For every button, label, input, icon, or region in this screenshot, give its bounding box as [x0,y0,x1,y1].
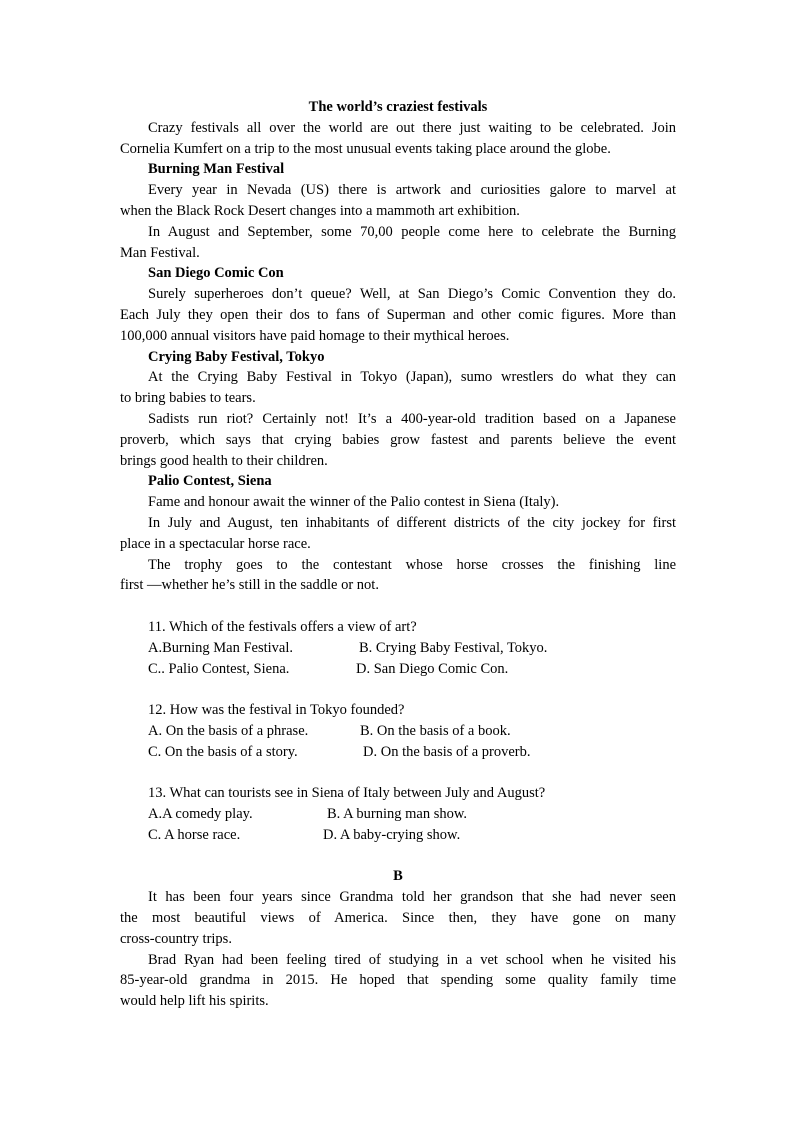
intro-line: Cornelia Kumfert on a trip to the most unusual events taking place around the globe. [120,140,611,157]
section-line: 100,000 annual visitors have paid homage to their mythical heroes. [120,327,510,344]
option-row [120,742,676,763]
option-b: B. On the basis of a book. [360,722,511,739]
section-line: to bring babies to tears. [120,390,256,407]
document-title: The world’s craziest festivals [308,99,488,115]
section-line: The trophy goes to the contestant whose horse crosses the finishing line [148,556,676,573]
section-line: Every year in Nevada (US) there is artwork and curiosities galore to marvel at [148,182,676,199]
option-a: A.A comedy play. [148,806,253,823]
section-line: Sadists run riot? Certainly not! It’s a 400-year-old tradition based on a Japanese [148,410,676,427]
section-b-line: 85-year-old grandma in 2015. He hoped that spending some quality family time [120,972,676,989]
section-b-line: would help lift his spirits. [120,993,269,1010]
option-c: C. On the basis of a story. [148,743,298,760]
option-row [120,825,676,846]
option-b: B. Crying Baby Festival, Tokyo. [359,639,548,656]
option-d: D. On the basis of a proverb. [363,743,531,760]
option-a: A.Burning Man Festival. [148,639,293,656]
section-b-line: the most beautiful views of America. Since then, they have gone on many [120,910,676,927]
section-heading: Burning Man Festival [148,161,285,178]
question-stem: 12. How was the festival in Tokyo founded? [148,702,405,719]
document-page [120,97,676,1012]
option-d: D. San Diego Comic Con. [356,660,509,677]
spacer [120,846,676,867]
section-line: At the Crying Baby Festival in Tokyo (Japan), sumo wrestlers do what they can [148,369,676,386]
option-b: B. A burning man show. [327,806,468,823]
option-c: C.. Palio Contest, Siena. [148,660,290,677]
option-a: A. On the basis of a phrase. [148,722,309,739]
option-row [120,659,676,680]
spacer [120,763,676,784]
section-b-line: It has been four years since Grandma told her grandson that she had never seen [148,889,676,906]
option-row [120,638,676,659]
option-row [120,804,676,825]
section-line: In August and September, some 70,00 people come here to celebrate the Burning [148,223,676,240]
section-line: Man Festival. [120,244,200,261]
section-line: Each July they open their dos to fans of Superman and other comic figures. More than [120,306,676,323]
section-line: In July and August, ten inhabitants of different districts of the city jockey for first [148,514,676,531]
section-line: place in a spectacular horse race. [120,535,311,552]
intro-line: Crazy festivals all over the world are out there just waiting to be celebrated. Join [148,119,676,136]
spacer [120,596,676,617]
section-line: when the Black Rock Desert changes into a mammoth art exhibition. [120,202,520,219]
section-line: Fame and honour await the winner of the Palio contest in Siena (Italy). [148,494,560,511]
question-stem: 11. Which of the festivals offers a view of art? [148,618,417,635]
option-d: D. A baby-crying show. [323,826,461,843]
section-b-line: cross-country trips. [120,930,232,947]
section-line: first —whether he’s still in the saddle or not. [120,577,379,594]
section-heading: Palio Contest, Siena [148,473,272,490]
option-row [120,721,676,742]
section-line: proverb, which says that crying babies grow fastest and parents believe the event [120,431,676,448]
spacer [120,679,676,700]
section-b-line: Brad Ryan had been feeling tired of studying in a vet school when he visited his [148,951,676,968]
question-stem: 13. What can tourists see in Siena of Italy between July and August? [148,785,546,802]
section-b-label: B [393,868,403,885]
section-line: brings good health to their children. [120,452,328,469]
option-c: C. A horse race. [148,826,241,843]
section-heading: San Diego Comic Con [148,265,284,282]
section-heading: Crying Baby Festival, Tokyo [148,348,325,365]
section-line: Surely superheroes don’t queue? Well, at San Diego’s Comic Convention they do. [148,286,676,303]
